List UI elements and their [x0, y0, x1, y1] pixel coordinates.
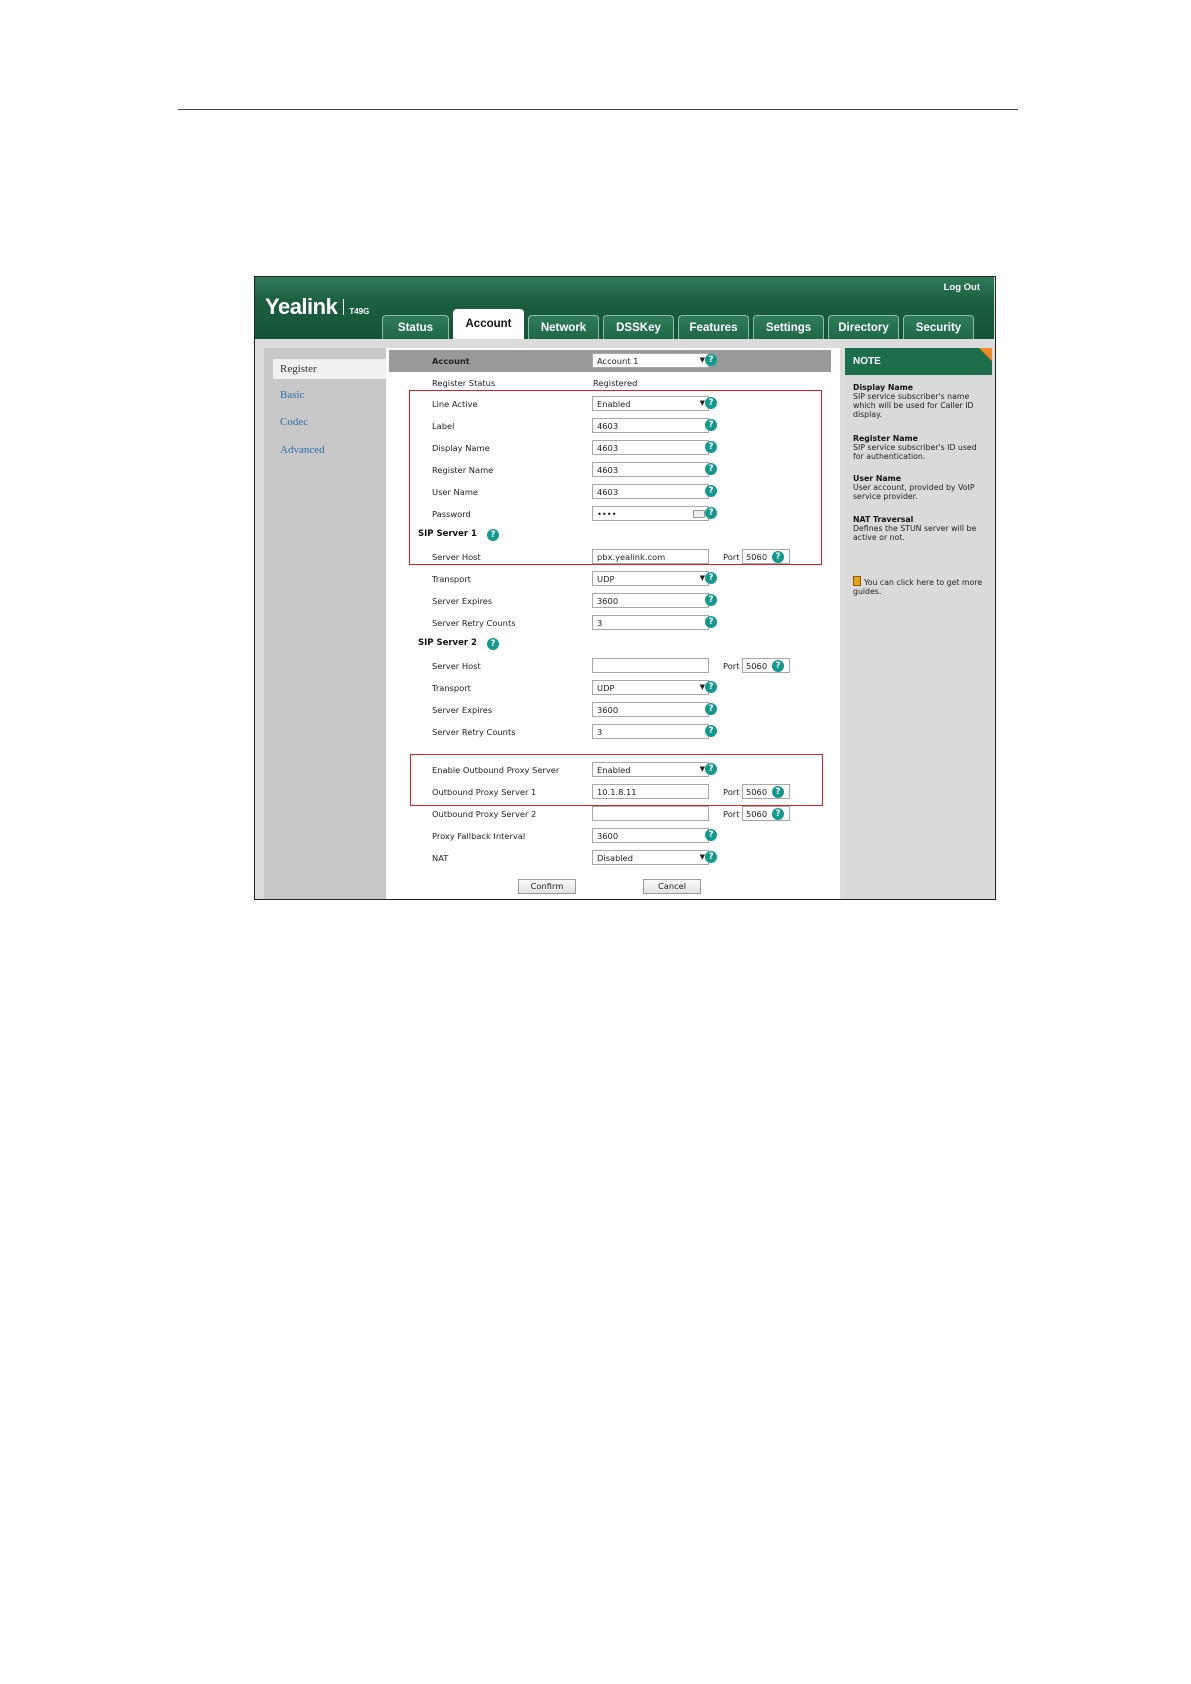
- sip1-port-input[interactable]: 5060: [742, 549, 790, 564]
- dropdown-arrow-icon: ▼: [699, 574, 705, 582]
- help-icon[interactable]: ?: [705, 572, 717, 584]
- help-icon[interactable]: ?: [705, 681, 717, 693]
- account-select-value: Account 1: [597, 356, 639, 366]
- help-icon[interactable]: ?: [487, 638, 499, 650]
- help-icon[interactable]: ?: [705, 703, 717, 715]
- help-icon[interactable]: ?: [705, 763, 717, 775]
- account-label: Account: [432, 356, 470, 366]
- confirm-button[interactable]: Confirm: [518, 879, 576, 894]
- sip-server-1-heading: SIP Server 1: [418, 529, 477, 539]
- note-user-name-title: User Name: [853, 474, 902, 483]
- tab-account[interactable]: Account: [453, 309, 524, 339]
- note-display-name-desc: SIP service subscriber's name which will be used for Caller ID display.: [853, 392, 974, 419]
- sip1-server-host-label: Server Host: [432, 552, 481, 562]
- dropdown-arrow-icon: ▼: [699, 683, 705, 691]
- web-ui-screenshot: [254, 276, 996, 900]
- highlight-box-account-settings: [409, 390, 822, 565]
- sip2-server-host-input[interactable]: [592, 658, 709, 673]
- help-icon[interactable]: ?: [772, 660, 784, 672]
- note-register-name-title: Register Name: [853, 434, 918, 443]
- register-name-input[interactable]: 4603: [592, 462, 709, 477]
- enable-outbound-proxy-label: Enable Outbound Proxy Server: [432, 765, 560, 775]
- sip2-transport-value: UDP: [597, 683, 615, 693]
- note-title: NOTE: [845, 348, 992, 375]
- nat-label: NAT: [432, 853, 449, 863]
- sip2-port-label: Port: [723, 661, 740, 671]
- sip2-server-expires-label: Server Expires: [432, 705, 493, 715]
- page-header-rule: [178, 109, 1018, 110]
- label-input[interactable]: 4603: [592, 418, 709, 433]
- help-icon[interactable]: ?: [705, 829, 717, 841]
- outbound-proxy-1-port-input[interactable]: 5060: [742, 784, 790, 799]
- sidebar-item-register[interactable]: Register: [273, 359, 386, 379]
- note-nat-traversal-desc: Defines the STUN server will be active or not.: [853, 524, 977, 542]
- note-guide-text: You can click here to get more guides.: [853, 578, 983, 596]
- sip1-transport-select[interactable]: [592, 571, 709, 586]
- note-panel: [845, 348, 992, 900]
- top-header: [255, 277, 994, 339]
- sip1-retry-input[interactable]: 3: [592, 615, 709, 630]
- help-icon[interactable]: ?: [705, 397, 717, 409]
- note-register-name-desc: SIP service subscriber's ID used for authentication.: [853, 443, 977, 461]
- tab-directory[interactable]: Directory: [828, 315, 899, 339]
- note-corner-icon: [979, 348, 992, 361]
- outbound-proxy-2-port-label: Port: [723, 809, 740, 819]
- sip1-server-host-input[interactable]: pbx.yealink.com: [592, 549, 709, 564]
- help-icon[interactable]: ?: [772, 551, 784, 563]
- dropdown-arrow-icon: ▼: [699, 765, 705, 773]
- nat-value: Disabled: [597, 853, 634, 863]
- help-icon[interactable]: ?: [772, 808, 784, 820]
- help-icon[interactable]: ?: [705, 507, 717, 519]
- account-select[interactable]: [592, 353, 709, 368]
- logout-link[interactable]: Log Out: [943, 282, 980, 293]
- proxy-fallback-label: Proxy Fallback Interval: [432, 831, 526, 841]
- help-icon[interactable]: ?: [772, 786, 784, 798]
- yealink-logo: [265, 294, 369, 320]
- display-name-input[interactable]: 4603: [592, 440, 709, 455]
- dropdown-arrow-icon: ▼: [699, 853, 705, 861]
- note-display-name-title: Display Name: [853, 383, 914, 392]
- outbound-proxy-2-label: Outbound Proxy Server 2: [432, 809, 537, 819]
- tab-settings[interactable]: Settings: [753, 315, 824, 339]
- help-icon[interactable]: ?: [705, 594, 717, 606]
- outbound-proxy-2-input[interactable]: [592, 806, 709, 821]
- sip2-port-input[interactable]: 5060: [742, 658, 790, 673]
- model-label: T49G: [349, 307, 370, 316]
- cancel-button[interactable]: Cancel: [643, 879, 701, 894]
- sip2-retry-label: Server Retry Counts: [432, 727, 516, 737]
- register-form: [386, 348, 840, 900]
- display-name-label: Display Name: [432, 443, 490, 453]
- sidebar-item-advanced[interactable]: Advanced: [280, 444, 325, 456]
- help-icon[interactable]: ?: [705, 441, 717, 453]
- sidebar-item-codec[interactable]: Codec: [280, 416, 309, 428]
- password-label: Password: [432, 509, 471, 519]
- sidebar-item-basic[interactable]: Basic: [280, 389, 305, 401]
- dropdown-arrow-icon: ▼: [699, 399, 705, 407]
- dropdown-arrow-icon: ▼: [699, 356, 705, 364]
- help-icon[interactable]: ?: [705, 354, 717, 366]
- sip2-transport-label: Transport: [432, 683, 471, 693]
- sip1-server-expires-label: Server Expires: [432, 596, 493, 606]
- sip2-retry-input[interactable]: 3: [592, 724, 709, 739]
- sip2-server-host-label: Server Host: [432, 661, 481, 671]
- help-icon[interactable]: ?: [705, 851, 717, 863]
- guide-book-icon: [853, 576, 861, 586]
- outbound-proxy-1-label: Outbound Proxy Server 1: [432, 787, 537, 797]
- note-user-name-desc: User account, provided by VoIP service provider.: [853, 483, 975, 501]
- tab-features[interactable]: Features: [678, 315, 749, 339]
- outbound-proxy-1-port-label: Port: [723, 787, 740, 797]
- password-value: ••••: [597, 509, 617, 519]
- sip-server-2-heading: SIP Server 2: [418, 638, 477, 648]
- logo-text: Yealink: [265, 294, 338, 319]
- tab-network[interactable]: Network: [528, 315, 599, 339]
- sip1-transport-label: Transport: [432, 574, 471, 584]
- sip2-transport-select[interactable]: [592, 680, 709, 695]
- register-name-label: Register Name: [432, 465, 494, 475]
- outbound-proxy-1-input[interactable]: 10.1.8.11: [592, 784, 709, 799]
- help-icon[interactable]: ?: [705, 485, 717, 497]
- proxy-fallback-input[interactable]: 3600: [592, 828, 709, 843]
- tab-dsskey[interactable]: DSSKey: [603, 315, 674, 339]
- tab-status[interactable]: Status: [382, 315, 449, 339]
- line-active-label: Line Active: [432, 399, 478, 409]
- help-icon[interactable]: ?: [705, 463, 717, 475]
- help-icon[interactable]: ?: [487, 529, 499, 541]
- register-status-label: Register Status: [432, 378, 496, 388]
- help-icon[interactable]: ?: [705, 616, 717, 628]
- user-name-label: User Name: [432, 487, 479, 497]
- help-icon[interactable]: ?: [705, 725, 717, 737]
- register-status-value: Registered: [593, 378, 638, 388]
- highlight-box-outbound-proxy: [410, 754, 823, 806]
- sip1-port-label: Port: [723, 552, 740, 562]
- sip1-server-expires-input[interactable]: 3600: [592, 593, 709, 608]
- help-icon[interactable]: ?: [705, 419, 717, 431]
- tab-security[interactable]: Security: [903, 315, 974, 339]
- user-name-input[interactable]: 4603: [592, 484, 709, 499]
- enable-outbound-proxy-value: Enabled: [597, 765, 631, 775]
- outbound-proxy-2-port-input[interactable]: 5060: [742, 806, 790, 821]
- line-active-value: Enabled: [597, 399, 631, 409]
- sip1-retry-label: Server Retry Counts: [432, 618, 516, 628]
- note-guide-link[interactable]: [853, 576, 985, 596]
- label-label: Label: [432, 421, 455, 431]
- note-nat-traversal-title: NAT Traversal: [853, 515, 914, 524]
- left-sidebar: [264, 348, 386, 900]
- nat-select[interactable]: [592, 850, 709, 865]
- sip2-server-expires-input[interactable]: 3600: [592, 702, 709, 717]
- sip1-transport-value: UDP: [597, 574, 615, 584]
